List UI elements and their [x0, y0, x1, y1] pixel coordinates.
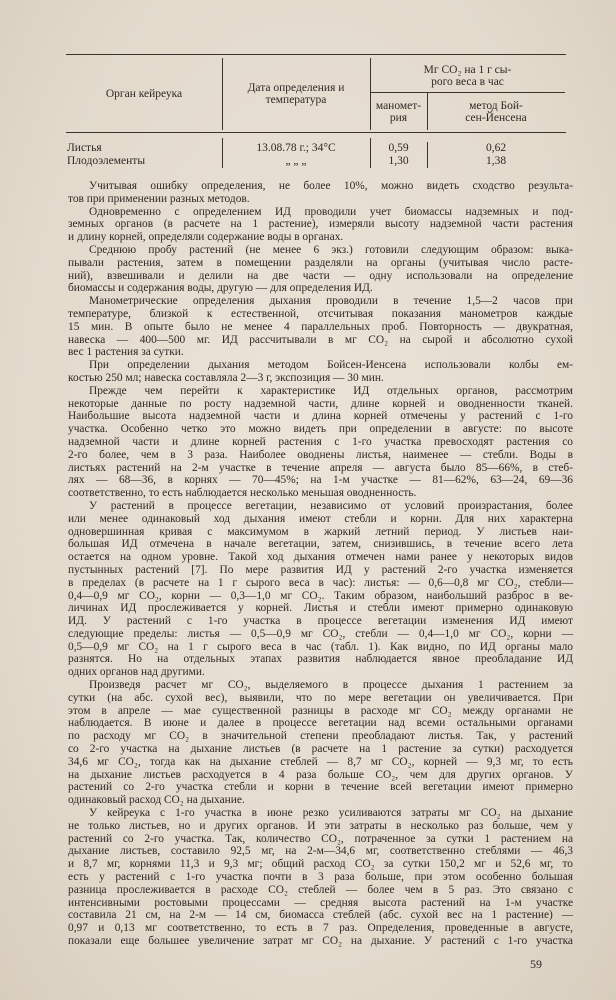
header-rate-line: Мг CO₂ на 1 г сы-	[423, 64, 512, 76]
text-line: 2-го более, чем в 3 раза. Наиболее оводнены листья, наименее — стебли. Воды в	[68, 448, 573, 461]
paragraph	[68, 500, 573, 679]
paragraph	[68, 206, 573, 244]
text-line: одинаковый расход CO₂ на дыхание.	[68, 794, 245, 807]
text-line: следующие пределы: листья — 0,5—0,9 мг CO₂, стебли — 0,4—1,0 мг CO₂, корни —	[68, 627, 573, 640]
text-line: 0,5—0,9 мг CO₂ на 1 г сырого веса в час (табл. 1). Как видно, по ИД органы мало	[68, 640, 573, 653]
text-line: ний), взвешивали и делили на две части — одну использовали на определение	[68, 269, 573, 282]
body-text	[68, 180, 573, 948]
text-line: Манометрические определения дыхания проводили в течение 1,5—2 часов при	[89, 295, 573, 308]
text-line: ИД. У растений с 1-го участка в процессе вегетации изменения ИД имеют	[68, 615, 573, 628]
text-line: в пределах (в расчете на 1 г сырого веса в час): листья: — 0,6—0,8 мг CO₂, стебли—	[68, 576, 573, 589]
text-line: и длину корней, определяли содержание воды в органах.	[68, 231, 344, 244]
text-line: пустынных растений [7]. По мере развития ИД у растений 2-го участка изменяется	[68, 563, 573, 576]
text-line: При определении дыхания методом Бойсен-Иенсена использовали колбы ем-	[89, 359, 573, 372]
header-manometry	[370, 100, 427, 124]
text-line: надземной части и длине корней растения с 1-го участка превосходят растения со	[68, 435, 573, 448]
text-line: навеска — 400—500 мг. ИД рассчитывали в мг CO₂ на сырой и абсолютно сухой	[68, 333, 573, 346]
paragraph	[68, 244, 573, 295]
header-date-line: температура	[265, 94, 327, 106]
text-line: Прежде чем перейти к характеристике ИД отдельных органов, рассмотрим	[89, 384, 573, 397]
text-line: интенсивными ростовыми процессами — средняя высота растений на 1-м участке	[68, 896, 573, 909]
text-line: одних органов над другими.	[68, 666, 205, 679]
text-line: вес 1 растения за сутки.	[68, 346, 184, 359]
text-line: составила 21 см, на 2-м — 14 см, биомасса стеблей (абс. сухой вес на 1 растение) —	[68, 909, 573, 922]
cell-boysen: 0,62	[485, 142, 507, 154]
table-top-rule	[66, 54, 566, 55]
text-line: или менее одинаковый ход дыхания имеют стебли и корни. Для них характерна	[68, 512, 573, 525]
paragraph	[68, 807, 573, 948]
cell-organ: Плодоэлементы	[67, 155, 146, 167]
text-line: соответственно, то есть наблюдается несколько меньшая оводненность.	[68, 487, 417, 500]
table-subheader-rule	[371, 92, 565, 93]
text-line: есть у растений с 1-го участка почти в 3 раза больше, при этом особенно большая	[68, 871, 573, 884]
paragraph	[68, 359, 573, 385]
text-line: Учитывая ошибку определения, не более 10%, можно видеть сходство результа-	[89, 180, 573, 192]
paragraph	[68, 385, 573, 500]
text-line: наблюдается. В июне и далее в процессе вегетации над всеми остальными органами	[68, 717, 573, 730]
table-header-rule	[66, 132, 566, 133]
text-line: личинах ИД прослеживается у корней. Листья и стебли имеют примерно одинаковую	[68, 602, 573, 615]
text-line: со 2-го участка на дыхание листьев (в расчете на 1 растение за сутки) расходуется	[68, 743, 573, 756]
header-boysen	[427, 100, 565, 124]
text-line: некоторые данные по росту надземной части, длине корней и оводненности тканей.	[68, 397, 573, 410]
text-line: растений со 2-го участка стебли и корни в течение всей вегетации имеют примерно	[68, 781, 573, 794]
text-line: по расходу мг CO₂ в значительной степени преобладают листья. Так, у растений	[68, 730, 573, 743]
text-line: этом в апреле — мае существенной разницы в расходе мг CO₂ между органами не	[68, 704, 573, 717]
text-line: 0,97 и 0,13 мг соответственно, то есть в 7 раз. Определения, проведенные в августе,	[68, 922, 573, 935]
header-rate	[370, 64, 565, 88]
text-line: Среднюю пробу растений (не менее 6 экз.) готовили следующим образом: выка-	[89, 243, 573, 256]
text-line: показали еще большее увеличение затрат мг CO₂ на дыхание. У растений с 1-го участка	[68, 935, 573, 948]
text-line: Одновременно с определением ИД проводили учет биомассы надземных и под-	[89, 205, 573, 218]
paragraph	[68, 295, 573, 359]
text-line: У кейреука с 1-го участка в июне резко усиливаются затраты мг CO₂ на дыхание	[89, 807, 573, 820]
header-manometry-line: рия	[389, 112, 408, 124]
text-line: земных органов (в расчете на 1 растение), измеряли высоту надземной части растения	[68, 218, 573, 231]
text-line: и 8,7 мг, корнями 11,3 и 9,3 мг; общий расход CO₂ за сутки 150,2 мг и 52,6 мг, то	[68, 858, 573, 871]
text-line: растений со 2-го участка. Так, количество CO₂, потраченное за сутки 1 растением на	[68, 832, 573, 845]
header-boysen-line: сен-Йенсена	[465, 112, 527, 124]
text-line: листьях растений на 2-м участке в течение апреля — августа было 85—66%, в стеб-	[68, 461, 573, 474]
header-organ: Орган кейреука	[105, 88, 183, 100]
text-line: 0,4—0,9 мг CO₂, корни — 0,3—1,0 мг CO₂. Таким образом, наибольший разброс в ве-	[68, 589, 573, 602]
text-line: пывали растения, затем в помещении разделяли на органы (учитывая число расте-	[68, 256, 573, 269]
text-line: сутки (на абс. сухой вес), выявили, что по мере вегетации он увеличивается. При	[68, 691, 573, 704]
text-line: одновершинная кривая с максимумом в жаркий летний период. У листьев наи-	[68, 525, 573, 538]
text-line: остается на одном уровне. Такой ход дыхания отмечен нами ранее у некоторых видов	[68, 551, 573, 564]
cell-organ: Листья	[67, 142, 102, 154]
text-line: не только листьев, но и других органов. И эти затраты в несколько раз больше, чем у	[68, 819, 573, 832]
text-line: 15 мин. В опыте было не менее 4 параллельных проб. Повторность — двукратная,	[68, 320, 573, 333]
text-line: температуре, близкой к естественной, отсчитывая показания манометров каждые	[68, 307, 573, 320]
page-number: 59	[530, 957, 542, 971]
text-line: биомассы и содержания воды, другую — для определения ИД.	[68, 282, 373, 295]
paragraph	[68, 679, 573, 807]
header-boysen-line: метод Бой-	[469, 100, 523, 112]
text-line: тов при применении разных методов.	[68, 192, 250, 205]
cell-boysen: 1,38	[485, 155, 507, 167]
text-line: У растений в процессе вегетации, независимо от условий произрастания, более	[89, 499, 573, 512]
text-line: костью 250 мл; навеска составляла 2—3 г, экспозиция — 30 мин.	[68, 371, 384, 384]
text-line: Наибольшие высота надземной части и длина корней отмечены у растений с 1-го	[68, 410, 573, 423]
text-line: разница прослеживается в расходе CO₂ стеблей — более чем в 5 раз. Это связано с	[68, 883, 573, 896]
cell-date: 13.08.78 г.; 34°C	[256, 142, 336, 154]
text-line: Произведя расчет мг CO₂, выделяемого в процессе дыхания 1 растением за	[89, 679, 573, 692]
cell-manometry: 0,59	[388, 142, 409, 154]
text-line: большая ИД отмечена в начале вегетации, затем, снизившись, в течение всего лета	[68, 538, 573, 551]
cell-manometry: 1,30	[388, 155, 409, 167]
header-date	[222, 82, 370, 106]
header-manometry-line: маномет-	[375, 100, 422, 112]
header-date-line: Дата определения и	[247, 82, 345, 94]
text-line: на дыхание листьев расходуется в 4 раза больше CO₂, чем для других органов. У	[68, 768, 573, 781]
cell-date: „ „ „	[285, 155, 307, 167]
text-line: разнятся. Но на отдельных этапах развития наблюдается явное преобладание ИД	[68, 653, 573, 666]
text-line: участка. Особенно четко это можно видеть при определении в августе: по высоте	[68, 423, 573, 436]
paragraph	[68, 180, 573, 206]
text-line: 34,6 мг CO₂, тогда как на дыхание стеблей — 8,7 мг CO₂, корней — 9,3 мг, то есть	[68, 755, 573, 768]
text-line: дыхание листьев, составило 92,5 мг, на 2-м—34,6 мг, соответственно стеблями — 46,3	[68, 845, 573, 858]
text-line: лях — 68—36, в корнях — 70—45%; на 1-м участке — 81—62%, 63—24, 69—36	[68, 474, 573, 487]
header-rate-line: рого веса в час	[431, 76, 504, 88]
